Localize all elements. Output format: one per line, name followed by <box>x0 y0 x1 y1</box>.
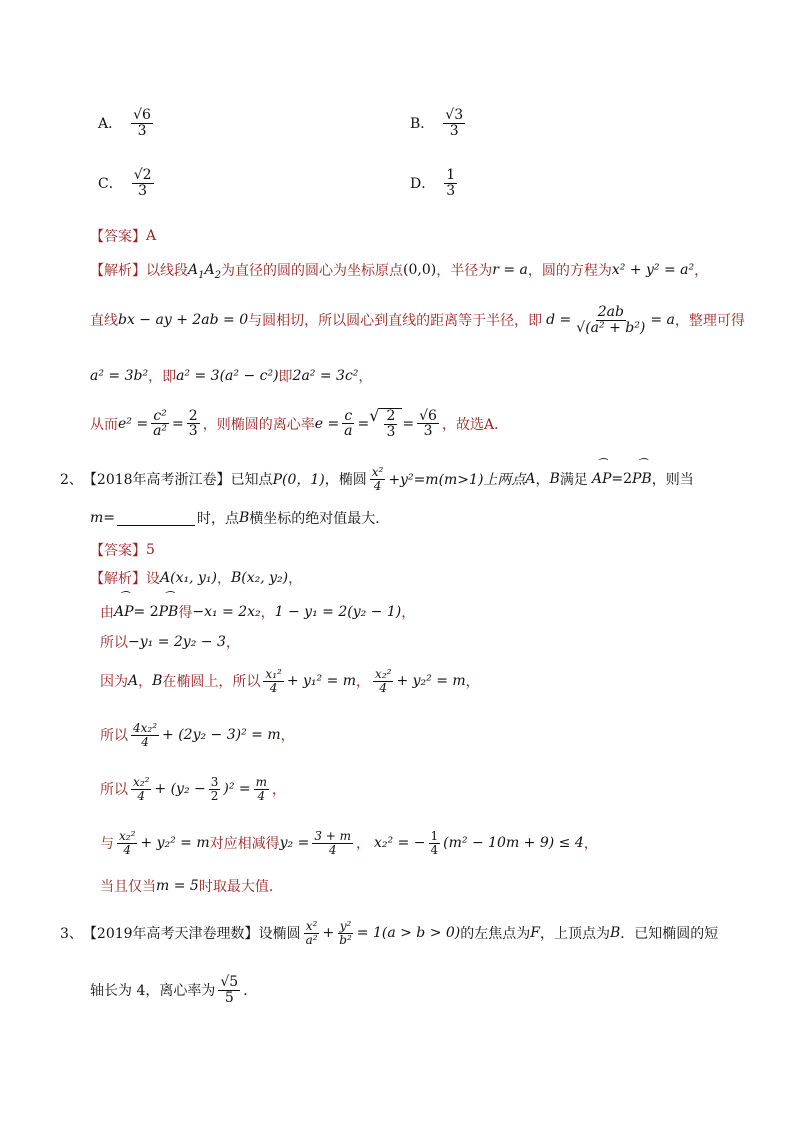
q3-l1-plus: + <box>322 925 335 942</box>
q2-s7-text-a: 与 <box>100 836 114 853</box>
q3-question-line-2 <box>90 975 257 1005</box>
q2-answer-tag: 【答案】 <box>90 543 146 559</box>
q2-l1-vec-pb: ⏜ PB <box>632 471 652 487</box>
q1-l4-sqrt-frac <box>384 409 397 439</box>
q2-s8-text-c: 时取最大值． <box>198 879 283 895</box>
q2-s2-comma-2: ， <box>401 605 416 621</box>
q3-l2-text-a: 轴长为 4，离心率为 <box>90 983 216 1000</box>
option-d-label: D． <box>410 176 436 193</box>
q2-s5-num: 4x₂² <box>133 721 158 735</box>
q1-l1-text-d: ，半径为 <box>436 263 493 279</box>
option-d-denominator: 3 <box>446 182 456 199</box>
q1-analysis-line-4 <box>90 408 508 439</box>
option-c-numerator: √2 <box>133 167 152 183</box>
sqrt-radical-icon: √ <box>369 406 380 425</box>
q2-s4-text-e: 在椭圆上，所以 <box>162 674 261 691</box>
q1-l2-text-c: 与圆相切，所以圆心到直线的距离等于半径，即 <box>248 313 543 330</box>
q3-l1-frac-1 <box>304 920 320 946</box>
q2-s3-text-a: 所以 <box>100 635 128 651</box>
q2-s7-comma: ， <box>356 836 371 853</box>
q1-l4-d2: 3 <box>188 423 198 440</box>
q1-l4-text-a: 从而 <box>90 416 118 433</box>
q2-l1-point-p: P(0，1) <box>272 472 325 489</box>
q3-l1-n2: y² <box>339 919 352 933</box>
q1-l4-n1: c² <box>153 407 167 424</box>
q2-s7-frac-3 <box>429 830 441 856</box>
q2-l1-text-m: ，则当 <box>651 472 694 489</box>
q1-l4-e2: e² = <box>118 415 149 432</box>
q2-solution-line-3 <box>100 632 240 652</box>
q2-s7-y2: y₂ = <box>279 835 310 852</box>
q2-s7-comma-2: ， <box>583 836 598 853</box>
option-a-denominator: 3 <box>137 122 147 139</box>
q2-l1-eq: =2 <box>611 471 633 488</box>
q1-l4-n2: 2 <box>188 407 198 424</box>
q2-s4-comma-2: ， <box>356 674 371 691</box>
q1-l4-sq-n: 2 <box>386 408 396 424</box>
q1-answer-tag: 【答案】 <box>90 229 146 245</box>
q2-s2-eq-1: −x₁ = 2x₂ <box>192 604 261 620</box>
q2-s6-text-a: 所以 <box>100 782 128 799</box>
fill-in-blank[interactable] <box>117 511 195 526</box>
option-d <box>410 168 460 198</box>
q1-l4-eq-3: = <box>402 415 415 432</box>
q1-analysis-line-3 <box>90 366 372 386</box>
q2-s1-a: A(x₁, y₁) <box>160 570 217 586</box>
q1-l2-eq-a: = a <box>650 312 675 329</box>
option-d-fraction <box>444 168 457 198</box>
option-c <box>98 168 157 198</box>
q2-s2-eq: = 2 <box>133 604 159 620</box>
q2-s7-text-c: 对应相减得 <box>209 836 280 853</box>
q3-l1-b: B <box>609 925 621 942</box>
q2-answer-value: 5 <box>146 542 155 558</box>
q1-l2-text-a: 直线 <box>90 313 118 330</box>
q3-question-line-1 <box>60 920 718 946</box>
q3-l2-den: 5 <box>224 989 234 1006</box>
q1-l1-text-h: ， <box>694 263 709 279</box>
q2-s5-frac <box>131 722 159 748</box>
q3-l1-text-d: 的左焦点为 <box>460 926 531 943</box>
q2-s2-eq-2: 1 − y₁ = 2(y₂ − 1) <box>274 604 402 620</box>
q2-s4-frac-2 <box>373 668 393 694</box>
q3-l1-eq: = 1(a > b > 0) <box>356 925 461 942</box>
q1-l4-eq-2: = <box>357 415 370 432</box>
q3-source-tag: 【2019年高考天津卷理数】 <box>82 926 259 943</box>
option-b-denominator: 3 <box>449 122 459 139</box>
q2-s6-frac-3 <box>254 776 269 802</box>
q1-l1-origin: (0,0) <box>403 262 437 278</box>
q1-l1-radius: r = a <box>492 262 528 278</box>
q2-s6-n1: x₂² <box>133 775 150 789</box>
q2-s7-n3: 1 <box>430 829 439 843</box>
q1-l4-text-c: ，则椭圆的离心率 <box>202 416 315 433</box>
q2-l1-text-a: 已知点 <box>230 472 273 489</box>
q1-l4-frac-2 <box>187 409 200 439</box>
q2-s7-n1: x₂² <box>119 829 136 843</box>
q3-l1-n1: x² <box>305 919 318 933</box>
q1-l3-text-f: ， <box>358 369 373 385</box>
q3-l1-d1: a² <box>305 932 318 947</box>
q1-l4-frac-4 <box>417 409 439 439</box>
q1-l1-text-b: 为直径的圆的圆心为坐标原点 <box>221 263 403 279</box>
q1-l4-n4: √6 <box>419 407 437 424</box>
q2-s2-vec-pb: ⏜ PB <box>159 604 179 620</box>
q2-s1-b: B(x₂, y₂) <box>230 570 289 586</box>
q2-s7-x2sq: x₂² = − <box>374 835 426 852</box>
q1-l4-d4: 3 <box>423 423 433 440</box>
option-c-denominator: 3 <box>138 182 148 199</box>
q2-s2-text-e: 得 <box>178 605 193 621</box>
option-a-numerator: √6 <box>133 107 151 123</box>
q2-s6-n2: 3 <box>210 775 219 789</box>
q2-solution-line-1 <box>90 568 302 588</box>
q2-l1-comma: ， <box>535 472 550 489</box>
q2-s4-n1: x₁² <box>265 667 282 681</box>
q3-number: 3、 <box>60 926 83 943</box>
q1-l2-d: d = <box>546 312 572 329</box>
q2-solution-line-5 <box>100 722 295 748</box>
q2-s2-text-a: 由 <box>100 605 114 621</box>
q1-l4-sqrt-under <box>379 408 402 439</box>
q2-solution-line-2 <box>100 602 415 622</box>
q2-s3-comma: ， <box>225 635 240 651</box>
q2-s2-vec-ap: ⏜ AP <box>114 604 134 620</box>
q1-analysis-line-2 <box>90 305 745 335</box>
q2-s3-eq: −y₁ = 2y₂ − 3 <box>128 634 226 650</box>
q2-s7-ineq: (m² − 10m + 9) ≤ 4 <box>443 835 584 852</box>
q2-s4-d2: 4 <box>379 680 388 695</box>
q2-source-tag: 【2018年高考浙江卷】 <box>82 472 231 489</box>
q2-s4-d1: 4 <box>269 680 278 695</box>
q1-l1-segment: $A_1A_2$ <box>188 262 221 281</box>
q2-s1-comma-2: ， <box>288 571 303 587</box>
q2-s7-d2: 4 <box>328 842 337 857</box>
q1-l3-eq-2: a² = 3(a² − c²) <box>176 368 279 384</box>
q2-s1-comma: ， <box>216 571 231 587</box>
q2-analysis-tag: 【解析】 <box>90 571 146 587</box>
q2-l2-b: B <box>239 510 250 526</box>
q2-s6-comma: ， <box>272 782 287 799</box>
q2-solution-line-8 <box>100 876 283 896</box>
option-b <box>410 108 468 138</box>
q2-s1-text-a: 设 <box>146 571 160 587</box>
option-c-label: C． <box>98 176 123 193</box>
option-b-fraction <box>443 108 465 138</box>
q2-s6-d1: 4 <box>137 788 146 803</box>
q2-question-line-2 <box>90 508 389 528</box>
option-b-label: B． <box>410 116 435 133</box>
q1-l4-frac-3 <box>342 409 354 439</box>
q1-l4-sq-d: 3 <box>386 423 396 440</box>
q1-l1-text-a: 以线段 <box>146 263 188 279</box>
q2-s5-den: 4 <box>141 734 149 749</box>
q2-s7-frac-1 <box>117 830 137 856</box>
q1-l2-line-eq: bx − ay + 2ab = 0 <box>118 312 249 329</box>
option-c-fraction <box>132 168 154 198</box>
q2-s6-frac-1 <box>131 776 151 802</box>
q2-s8-text-a: 当且仅当 <box>100 879 156 895</box>
q1-l2-fraction <box>574 305 647 335</box>
q2-s4-a: A <box>128 673 139 690</box>
q1-l4-d1: a² <box>153 423 168 440</box>
q2-solution-line-4 <box>100 668 480 694</box>
option-a-label: A． <box>98 116 123 133</box>
q1-l4-frac-1 <box>151 409 169 439</box>
q2-s6-n3: m <box>255 775 268 789</box>
q1-l4-e: e = <box>314 415 340 432</box>
q1-l4-text-g: ，故选A． <box>441 416 509 433</box>
q2-s2-comma: ， <box>260 605 275 621</box>
option-a <box>98 108 156 138</box>
q2-s7-eq-1: + y₂² = m <box>140 835 210 852</box>
q1-l3-eq-1: a² = 3b² <box>90 368 149 384</box>
q2-s4-b: B <box>152 673 163 690</box>
q2-l2-text-b: 时，点 <box>197 511 240 527</box>
q2-l1-num: x² <box>371 465 384 479</box>
q3-l1-text-a: 设椭圆 <box>258 926 301 943</box>
q2-s7-d3: 4 <box>430 842 439 857</box>
option-b-numerator: √3 <box>445 107 464 123</box>
q3-l1-text-f: ，上顶点为 <box>539 926 610 943</box>
q2-s5-text-a: 所以 <box>100 728 128 745</box>
q1-l2-num: 2ab <box>597 304 624 320</box>
q2-s5-eq: + (2y₂ − 3)² = m <box>162 727 281 744</box>
q2-l1-text-i: 满足 <box>559 472 588 489</box>
q2-s8-eq: m = 5 <box>156 878 199 894</box>
q1-l2-text-f: ，整理可得 <box>674 313 745 330</box>
q1-l2-den: √(a² + b²) <box>576 319 646 336</box>
q1-l3-text-d: 即 <box>278 369 293 385</box>
q2-s7-frac-2 <box>312 830 353 856</box>
q3-l1-text-h: ．已知椭圆的短 <box>620 926 719 943</box>
q2-l1-vec-ap: ⏜ AP <box>592 471 612 487</box>
q1-answer <box>90 226 156 246</box>
q2-s6-frac-2 <box>209 776 221 802</box>
q2-l1-frac <box>370 466 386 492</box>
q1-l1-text-f: ，圆的方程为 <box>527 263 612 279</box>
q1-l4-d3: a <box>344 423 353 440</box>
q2-s4-eq-2: + y₂² = m <box>396 673 466 690</box>
q1-l4-n3: c <box>344 407 353 424</box>
q2-s7-d1: 4 <box>123 842 132 857</box>
q1-l4-eq: = <box>172 415 184 432</box>
q3-l1-d2: b² <box>339 932 352 947</box>
q2-question-line-1 <box>60 466 694 492</box>
q2-s6-paren-open: + (y₂ − <box>154 781 206 798</box>
q2-number: 2、 <box>60 472 83 489</box>
q2-l1-a: A <box>525 471 536 488</box>
q3-l1-f: F <box>530 925 540 942</box>
q2-s6-d3: 4 <box>257 788 266 803</box>
q2-s4-text-a: 因为 <box>100 674 128 691</box>
option-a-fraction <box>131 108 153 138</box>
q2-s4-n2: x₂² <box>375 667 392 681</box>
q2-s7-n2: 3 + m <box>314 829 352 843</box>
q1-analysis-line-1 <box>90 260 708 280</box>
q2-solution-line-6 <box>100 776 286 802</box>
q2-l1-ellipse-eq: +y²=m(m>1)上两点 <box>388 472 526 489</box>
q2-l1-den: 4 <box>373 478 382 493</box>
q2-s4-comma-3: ， <box>465 674 480 691</box>
q2-s4-frac-1 <box>263 668 283 694</box>
q2-l2-text-d: 横坐标的绝对值最大． <box>249 511 390 527</box>
q1-l3-text-b: ，即 <box>148 369 177 385</box>
option-d-numerator: 1 <box>446 167 456 183</box>
q3-l1-frac-2 <box>337 920 354 946</box>
q2-l1-text-c: ，椭圆 <box>324 472 367 489</box>
q2-s4-comma: ， <box>138 674 153 691</box>
q2-l1-b: B <box>549 471 560 488</box>
q2-s5-comma: ， <box>280 728 295 745</box>
q2-solution-line-7 <box>100 830 598 856</box>
q1-answer-value: A <box>146 228 157 244</box>
q2-s6-paren-close: )² = <box>223 781 251 798</box>
q3-l2-num: √5 <box>220 974 239 990</box>
q1-l3-eq-3: 2a² = 3c² <box>292 368 359 384</box>
q1-analysis-tag: 【解析】 <box>90 263 146 279</box>
q3-l2-period: ． <box>243 983 258 1000</box>
q2-s4-eq-1: + y₁² = m <box>286 673 357 690</box>
q1-l4-sqrt <box>369 408 402 439</box>
q2-l2-m: m= <box>90 510 116 526</box>
q2-s6-d2: 2 <box>210 788 219 803</box>
q3-l2-frac <box>218 975 240 1005</box>
q1-l1-circle-eq: x² + y² = a² <box>611 262 695 278</box>
q2-answer <box>90 540 155 560</box>
